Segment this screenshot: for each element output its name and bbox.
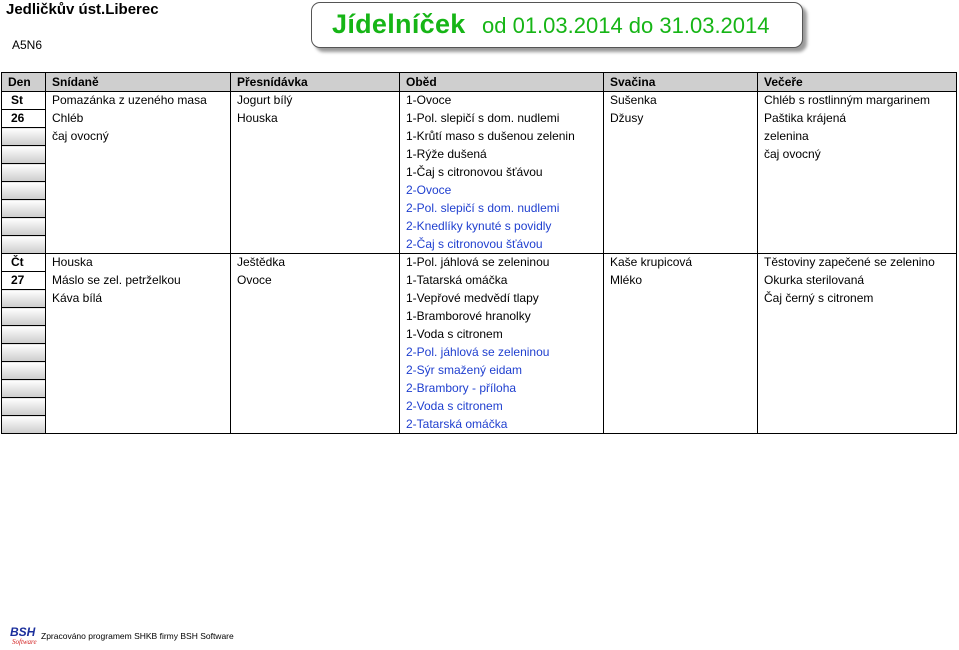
snack-cell bbox=[231, 380, 400, 398]
dinner-cell bbox=[758, 416, 957, 434]
day-cell-empty bbox=[2, 218, 46, 236]
lunch-cell: 2-Čaj s citronovou šťávou bbox=[400, 236, 604, 254]
breakfast-cell: Káva bílá bbox=[46, 290, 231, 308]
day-name: St bbox=[2, 92, 46, 110]
breakfast-cell bbox=[46, 416, 231, 434]
footer-text: Zpracováno programem SHKB firmy BSH Software bbox=[41, 631, 234, 641]
day-cell-empty bbox=[2, 128, 46, 146]
breakfast-cell bbox=[46, 236, 231, 254]
dinner-cell: Paštika krájená bbox=[758, 110, 957, 128]
lunch-cell: 1-Vepřové medvědí tlapy bbox=[400, 290, 604, 308]
afternoon-snack-cell bbox=[604, 380, 758, 398]
table-row bbox=[2, 128, 957, 146]
snack-cell bbox=[231, 182, 400, 200]
day-cell-empty bbox=[2, 146, 46, 164]
snack-cell bbox=[231, 398, 400, 416]
column-header-dinner: Večeře bbox=[758, 73, 957, 92]
table-row bbox=[2, 398, 957, 416]
breakfast-cell bbox=[46, 308, 231, 326]
table-row bbox=[2, 110, 957, 128]
dinner-cell: zelenina bbox=[758, 128, 957, 146]
lunch-cell: 2-Tatarská omáčka bbox=[400, 416, 604, 434]
breakfast-cell bbox=[46, 200, 231, 218]
lunch-cell: 1-Čaj s citronovou šťávou bbox=[400, 164, 604, 182]
dinner-cell bbox=[758, 218, 957, 236]
day-cell-empty bbox=[2, 200, 46, 218]
day-number: 26 bbox=[2, 110, 46, 128]
snack-cell bbox=[231, 200, 400, 218]
afternoon-snack-cell: Sušenka bbox=[604, 92, 758, 110]
lunch-cell: 1-Krůtí maso s dušenou zelenin bbox=[400, 128, 604, 146]
snack-cell bbox=[231, 344, 400, 362]
title-box bbox=[311, 2, 803, 48]
table-row bbox=[2, 146, 957, 164]
table-row bbox=[2, 254, 957, 272]
school-code: A5N6 bbox=[12, 38, 43, 52]
lunch-cell: 1-Rýže dušená bbox=[400, 146, 604, 164]
dinner-cell: čaj ovocný bbox=[758, 146, 957, 164]
table-header-row bbox=[2, 73, 957, 92]
day-cell-empty bbox=[2, 398, 46, 416]
afternoon-snack-cell: Kaše krupicová bbox=[604, 254, 758, 272]
afternoon-snack-cell: Mléko bbox=[604, 272, 758, 290]
snack-cell bbox=[231, 164, 400, 182]
afternoon-snack-cell bbox=[604, 416, 758, 434]
day-cell-empty bbox=[2, 326, 46, 344]
table-row bbox=[2, 344, 957, 362]
day-name: Čt bbox=[2, 254, 46, 272]
afternoon-snack-cell: Džusy bbox=[604, 110, 758, 128]
afternoon-snack-cell bbox=[604, 236, 758, 254]
lunch-cell: 1-Voda s citronem bbox=[400, 326, 604, 344]
lunch-cell: 2-Sýr smažený eidam bbox=[400, 362, 604, 380]
snack-cell: Houska bbox=[231, 110, 400, 128]
dinner-cell bbox=[758, 326, 957, 344]
afternoon-snack-cell bbox=[604, 164, 758, 182]
breakfast-cell: Chléb bbox=[46, 110, 231, 128]
lunch-cell: 2-Pol. slepičí s dom. nudlemi bbox=[400, 200, 604, 218]
afternoon-snack-cell bbox=[604, 146, 758, 164]
menu-body bbox=[2, 92, 957, 434]
breakfast-cell bbox=[46, 182, 231, 200]
afternoon-snack-cell bbox=[604, 398, 758, 416]
table-row bbox=[2, 416, 957, 434]
bsh-logo-icon bbox=[9, 624, 37, 646]
table-row bbox=[2, 200, 957, 218]
lunch-cell: 1-Tatarská omáčka bbox=[400, 272, 604, 290]
dinner-cell bbox=[758, 380, 957, 398]
snack-cell bbox=[231, 326, 400, 344]
afternoon-snack-cell bbox=[604, 344, 758, 362]
dinner-cell bbox=[758, 236, 957, 254]
afternoon-snack-cell bbox=[604, 290, 758, 308]
day-cell-empty bbox=[2, 344, 46, 362]
day-cell-empty bbox=[2, 416, 46, 434]
day-cell-empty bbox=[2, 164, 46, 182]
breakfast-cell: čaj ovocný bbox=[46, 128, 231, 146]
table-row bbox=[2, 182, 957, 200]
snack-cell: Ještědka bbox=[231, 254, 400, 272]
table-row bbox=[2, 272, 957, 290]
dinner-cell: Chléb s rostlinným margarinem bbox=[758, 92, 957, 110]
table-row bbox=[2, 236, 957, 254]
snack-cell: Jogurt bílý bbox=[231, 92, 400, 110]
breakfast-cell bbox=[46, 380, 231, 398]
dinner-cell bbox=[758, 398, 957, 416]
snack-cell bbox=[231, 128, 400, 146]
snack-cell bbox=[231, 290, 400, 308]
table-row bbox=[2, 218, 957, 236]
column-header-afternoon-snack: Svačina bbox=[604, 73, 758, 92]
afternoon-snack-cell bbox=[604, 218, 758, 236]
breakfast-cell bbox=[46, 398, 231, 416]
dinner-cell bbox=[758, 308, 957, 326]
table-row bbox=[2, 380, 957, 398]
logo-text: BSH bbox=[10, 625, 36, 639]
column-header-snack: Přesnídávka bbox=[231, 73, 400, 92]
table-row bbox=[2, 326, 957, 344]
table-row bbox=[2, 308, 957, 326]
afternoon-snack-cell bbox=[604, 182, 758, 200]
snack-cell bbox=[231, 416, 400, 434]
lunch-cell: 1-Pol. slepičí s dom. nudlemi bbox=[400, 110, 604, 128]
dinner-cell bbox=[758, 182, 957, 200]
afternoon-snack-cell bbox=[604, 200, 758, 218]
table-row bbox=[2, 164, 957, 182]
table-row bbox=[2, 92, 957, 110]
lunch-cell: 1-Bramborové hranolky bbox=[400, 308, 604, 326]
dinner-cell bbox=[758, 164, 957, 182]
afternoon-snack-cell bbox=[604, 326, 758, 344]
dinner-cell: Okurka sterilovaná bbox=[758, 272, 957, 290]
day-cell-empty bbox=[2, 236, 46, 254]
lunch-cell: 1-Ovoce bbox=[400, 92, 604, 110]
lunch-cell: 2-Voda s citronem bbox=[400, 398, 604, 416]
table-row bbox=[2, 290, 957, 308]
breakfast-cell: Houska bbox=[46, 254, 231, 272]
day-cell-empty bbox=[2, 290, 46, 308]
afternoon-snack-cell bbox=[604, 128, 758, 146]
lunch-cell: 2-Ovoce bbox=[400, 182, 604, 200]
afternoon-snack-cell bbox=[604, 362, 758, 380]
dinner-cell: Těstoviny zapečené se zelenino bbox=[758, 254, 957, 272]
breakfast-cell bbox=[46, 164, 231, 182]
afternoon-snack-cell bbox=[604, 308, 758, 326]
breakfast-cell bbox=[46, 344, 231, 362]
breakfast-cell bbox=[46, 146, 231, 164]
dinner-cell bbox=[758, 362, 957, 380]
dinner-cell bbox=[758, 344, 957, 362]
day-cell-empty bbox=[2, 362, 46, 380]
page-title: Jídelníček bbox=[332, 9, 466, 39]
snack-cell: Ovoce bbox=[231, 272, 400, 290]
day-cell-empty bbox=[2, 308, 46, 326]
snack-cell bbox=[231, 308, 400, 326]
breakfast-cell bbox=[46, 218, 231, 236]
day-cell-empty bbox=[2, 182, 46, 200]
lunch-cell: 2-Knedlíky kynuté s povidly bbox=[400, 218, 604, 236]
day-number: 27 bbox=[2, 272, 46, 290]
date-range: od 01.03.2014 do 31.03.2014 bbox=[482, 13, 770, 38]
column-header-breakfast: Snídaně bbox=[46, 73, 231, 92]
dinner-cell bbox=[758, 200, 957, 218]
breakfast-cell bbox=[46, 362, 231, 380]
day-cell-empty bbox=[2, 380, 46, 398]
snack-cell bbox=[231, 236, 400, 254]
lunch-cell: 2-Pol. jáhlová se zeleninou bbox=[400, 344, 604, 362]
dinner-cell: Čaj černý s citronem bbox=[758, 290, 957, 308]
column-header-day: Den bbox=[2, 73, 46, 92]
snack-cell bbox=[231, 218, 400, 236]
lunch-cell: 2-Brambory - příloha bbox=[400, 380, 604, 398]
snack-cell bbox=[231, 362, 400, 380]
table-row bbox=[2, 362, 957, 380]
logo-sub: Software bbox=[12, 638, 37, 646]
lunch-cell: 1-Pol. jáhlová se zeleninou bbox=[400, 254, 604, 272]
school-name: Jedličkův úst.Liberec bbox=[6, 1, 159, 18]
column-header-lunch: Oběd bbox=[400, 73, 604, 92]
snack-cell bbox=[231, 146, 400, 164]
breakfast-cell: Pomazánka z uzeného masa bbox=[46, 92, 231, 110]
menu-table bbox=[1, 72, 957, 434]
breakfast-cell bbox=[46, 326, 231, 344]
breakfast-cell: Máslo se zel. petrželkou bbox=[46, 272, 231, 290]
